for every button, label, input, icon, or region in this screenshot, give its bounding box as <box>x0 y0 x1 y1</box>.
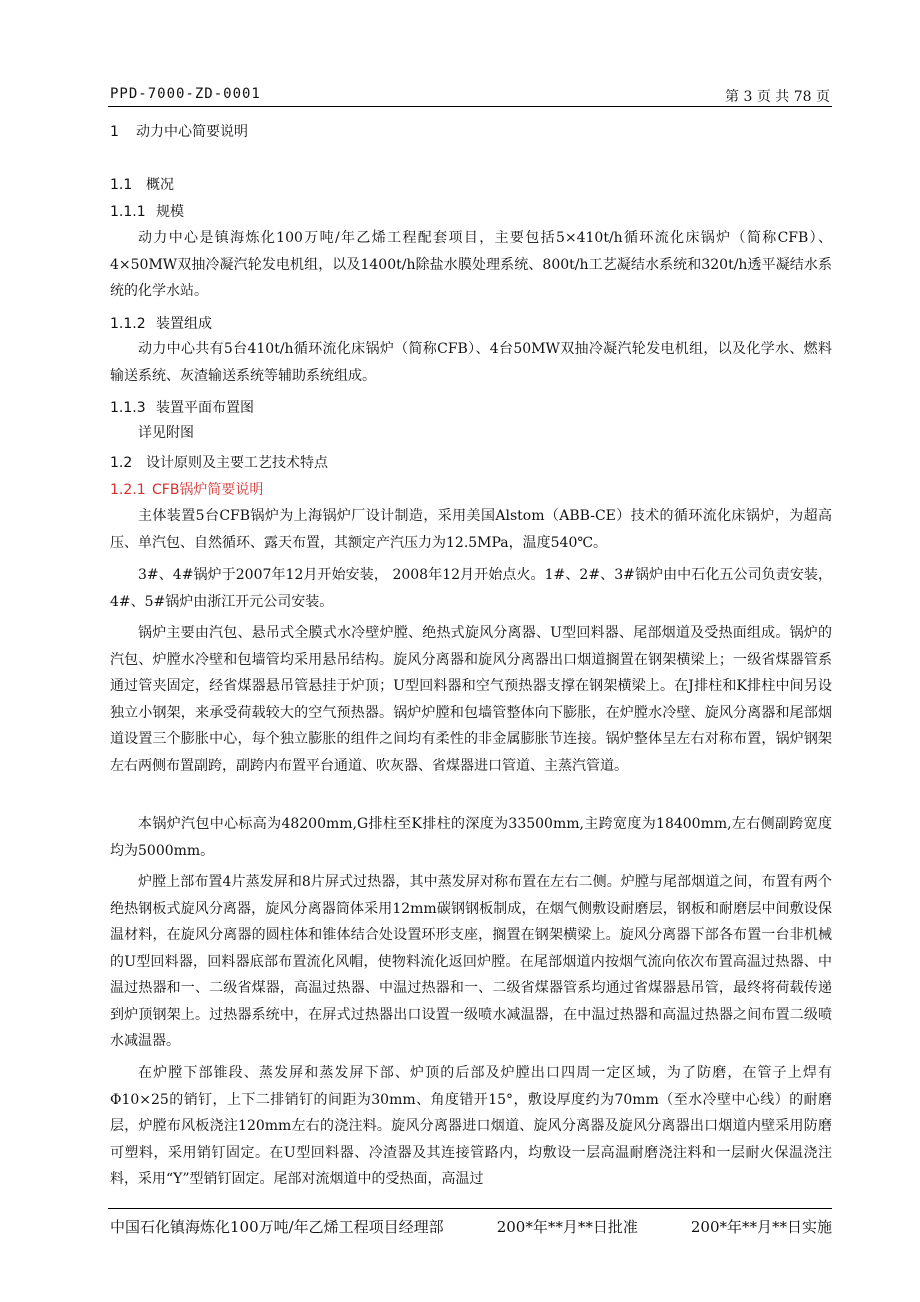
section-title: 规模 <box>156 204 184 220</box>
paragraph-furnace-layout: 炉膛上部布置4片蒸发屏和8片屏式过热器，其中蒸发屏对称布置在左右二侧。炉膛与尾部烟道之间，布置有两个绝热钢板式旋风分离器，旋风分离器筒体采用12mm碳钢钢板制成，在烟气侧敷设耐磨层，钢板和耐磨层中间敷设保温材料，在旋风分离器的圆柱体和锥体结合处设置环形支座，搁置在钢架横梁上。旋风分离器下部各布置一台非机械的U型回料器，回料器底部布置流化风帽，使物料流化返回炉膛。在尾部烟道内按烟气流向依次布置高温过热器、中温过热器和一、二级省煤器，高温过热器、中温过热器和一、二级省煤器管系均通过省煤器悬吊管，最终将荷载传递到炉顶钢架上。过热器系统中，在屏式过热器出口设置一级喷水减温器，在中温过热器和高温过热器之间布置二级喷水减温器。 <box>110 874 832 1049</box>
section-title: 装置平面布置图 <box>156 400 254 416</box>
section-title: 装置组成 <box>156 316 212 332</box>
section-number: 1.2.1 <box>110 482 146 498</box>
paragraph-boiler-overview: 主体装置5台CFB锅炉为上海锅炉厂设计制造，采用美国Alstom（ABB-CE）技术的循环流化床锅炉，为超高压、单汽包、自然循环、露天布置，其额定产汽压力为12.5MPa，温度540℃。 <box>110 508 832 551</box>
paragraph-scale: 动力中心是镇海炼化100万吨/年乙烯工程配套项目，主要包括5×410t/h循环流化床锅炉（简称CFB）、4×50MW双抽冷凝汽轮发电机组，以及1400t/h除盐水膜处理系统、800t/h工艺凝结水系统和320t/h透平凝结水系统的化学水站。 <box>110 230 832 299</box>
paragraph-wear-protection: 在炉膛下部锥段、蒸发屏和蒸发屏下部、炉顶的后部及炉膛出口四周一定区域，为了防磨，在管子上焊有Φ10×25的销钉，上下二排销钉的间距为30mm、角度错开15°，敷设厚度约为70mm（至水冷壁中心线）的耐磨层，炉膛布风板浇注120mm左右的浇注料。旋风分离器进口烟道、旋风分离器及旋风分离器出口烟道内壁采用防磨可塑料，采用销钉固定。在U型回料器、冷渣器及其连接管路内，均敷设一层高温耐磨浇注料和一层耐火保温浇注料，采用“Y”型销钉固定。尾部对流烟道中的受热面，高温过 <box>110 1065 832 1187</box>
footer <box>110 1216 832 1237</box>
section-1-1-heading <box>110 174 174 194</box>
footer-approve-date: 200*年**月**日批准 <box>496 1218 638 1236</box>
section-1-1-1-heading <box>110 201 184 221</box>
section-title: 设计原则及主要工艺技术特点 <box>146 455 328 471</box>
section-title: CFB锅炉简要说明 <box>152 482 264 498</box>
section-1-1-2-heading <box>110 313 212 333</box>
footer-organization: 中国石化镇海炼化100万吨/年乙烯工程项目经理部 <box>110 1218 444 1236</box>
document-code: PPD-7000-ZD-0001 <box>110 86 261 102</box>
footer-implement-date: 200*年**月**日实施 <box>690 1218 832 1236</box>
section-1-heading <box>110 121 248 141</box>
section-title: 动力中心简要说明 <box>136 124 248 140</box>
paragraph-layout: 详见附图 <box>138 425 194 441</box>
section-number: 1 <box>110 124 119 140</box>
section-number: 1.1.2 <box>110 316 146 332</box>
paragraph-dimensions: 本锅炉汽包中心标高为48200mm,G排柱至K排柱的深度为33500mm,主跨宽度为18400mm,左右侧副跨宽度均为5000mm。 <box>110 816 832 859</box>
section-number: 1.1.3 <box>110 400 146 416</box>
section-1-2-heading <box>110 452 328 472</box>
section-number: 1.1.1 <box>110 204 146 220</box>
section-title: 概况 <box>146 177 174 193</box>
footer-rule <box>108 1208 832 1209</box>
paragraph-composition: 动力中心共有5台410t/h循环流化床锅炉（简称CFB）、4台50MW双抽冷凝汽轮发电机组，以及化学水、燃料输送系统、灰渣输送系统等辅助系统组成。 <box>110 341 832 384</box>
header-rule <box>108 106 832 107</box>
page-number: 第 3 页 共 78 页 <box>725 89 830 105</box>
paragraph-installation: 3#、4#锅炉于2007年12月开始安装， 2008年12月开始点火。1#、2#、3#锅炉由中石化五公司负责安装，4#、5#锅炉由浙江开元公司安装。 <box>110 567 832 610</box>
section-number: 1.1 <box>110 177 133 193</box>
paragraph-boiler-structure: 锅炉主要由汽包、悬吊式全膜式水冷壁炉膛、绝热式旋风分离器、U型回料器、尾部烟道及受热面组成。锅炉的汽包、炉膛水冷壁和包墙管均采用悬吊结构。旋风分离器和旋风分离器出口烟道搁置在钢架横梁上；一级省煤器管系通过管夹固定，经省煤器悬吊管悬挂于炉顶；U型回料器和空气预热器支撑在钢架横梁上。在J排柱和K排柱中间另设独立小钢架，来承受荷载较大的空气预热器。锅炉炉膛和包墙管整体向下膨胀，在炉膛水冷壁、旋风分离器和尾部烟道设置三个膨胀中心，每个独立膨胀的组件之间均有柔性的非金属膨胀节连接。锅炉整体呈左右对称布置，锅炉钢架左右两侧布置副跨，副跨内布置平台通道、吹灰器、省煤器进口管道、主蒸汽管道。 <box>110 625 832 774</box>
section-1-2-1-heading <box>110 479 263 499</box>
section-1-1-3-heading <box>110 397 254 417</box>
section-number: 1.2 <box>110 455 133 471</box>
